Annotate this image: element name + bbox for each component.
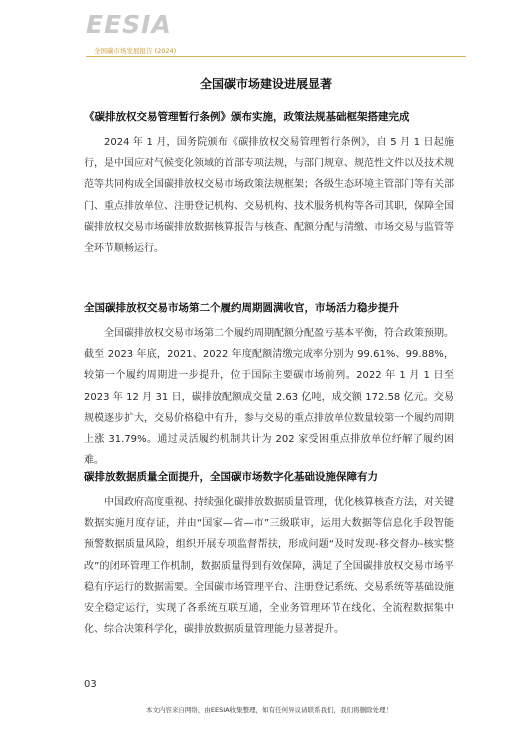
section-heading-data-quality: 碳排放数据质量全面提升，全国碳市场数字化基础设施保障有力 [84,471,378,483]
header-divider [86,56,466,57]
section-body-regulation: 2024 年 1 月，国务院颁布《碳排放权交易管理暂行条例》，自 5 月 1 日起施行，是中国应对气候变化领域的首部专项法规，与部门规章、规范性文件以及技术规范等共同构成全国碳排放权交易市场政策法规框架；各级生态环境主管部门等有关部门、重点排放单位、注册登记机构、交易机构、技术服务机构等各司其职，保障全国碳排放权交易市场碳排放数据核算报告与核查、配额分配与清缴、市场交易与监管等全环节顺畅运行。 [84,137,454,255]
section-heading-market: 全国碳排放权交易市场第二个履约周期圆满收官，市场活力稳步提升 [84,302,399,314]
page-title: 全国碳市场建设进展显著 [199,77,332,91]
eesia-logo: EESIA [86,10,172,39]
section-body-data-quality: 中国政府高度重视、持续强化碳排放数据质量管理，优化核算核查方法，对关键数据实施月度存证，并由“国家—省—市”三级联审，运用大数据等信息化手段智能预警数据质量风险，组织开展专项监督帮扶，形成问题“及时发现-移交督办-核实整改”的闭环管理工作机制，数据质量得到有效保障，满足了全国碳排放权交易市场平稳有序运行的数据需要。全国碳市场管理平台、注册登记系统、交易系统等基础设施安全稳定运行，实现了各系统互联互通，全业务管理环节在线化、全流程数据集中化、综合决策科学化，碳排放数据质量管理能力显著提升。 [84,497,454,636]
page-number: 03 [84,679,97,690]
section-body-market: 全国碳排放权交易市场第二个履约周期配额分配盈亏基本平衡，符合政策预期。截至 2023 年底，2021、2022 年度配额清缴完成率分别为 99.61%、99.88%，较第一个履约周期进一步提升，位于国际主要碳市场前列。2022 年 1 月 1 日至 2023 年 12 月 31 日，碳排放配额成交量 2.63 亿吨，成交额 172.58 亿元。交易规模逐步扩大，交易价格稳中有升，参与交易的重点排放单位数量较第一个履约周期上涨 31.79%。通过灵活履约机制共计为 202 家受困重点排放单位纾解了履约困难。 [84,328,454,467]
report-subtitle: 全国碳市场发展报告 (2024) [94,47,177,55]
section-heading-regulation: 《碳排放权交易管理暂行条例》颁布实施，政策法规基础框架搭建完成 [84,111,410,123]
footer-note: 本文内容来自网络，由EESIA收集整理，如有任何异议请联系我们，我们将删除处理！ [145,706,393,714]
